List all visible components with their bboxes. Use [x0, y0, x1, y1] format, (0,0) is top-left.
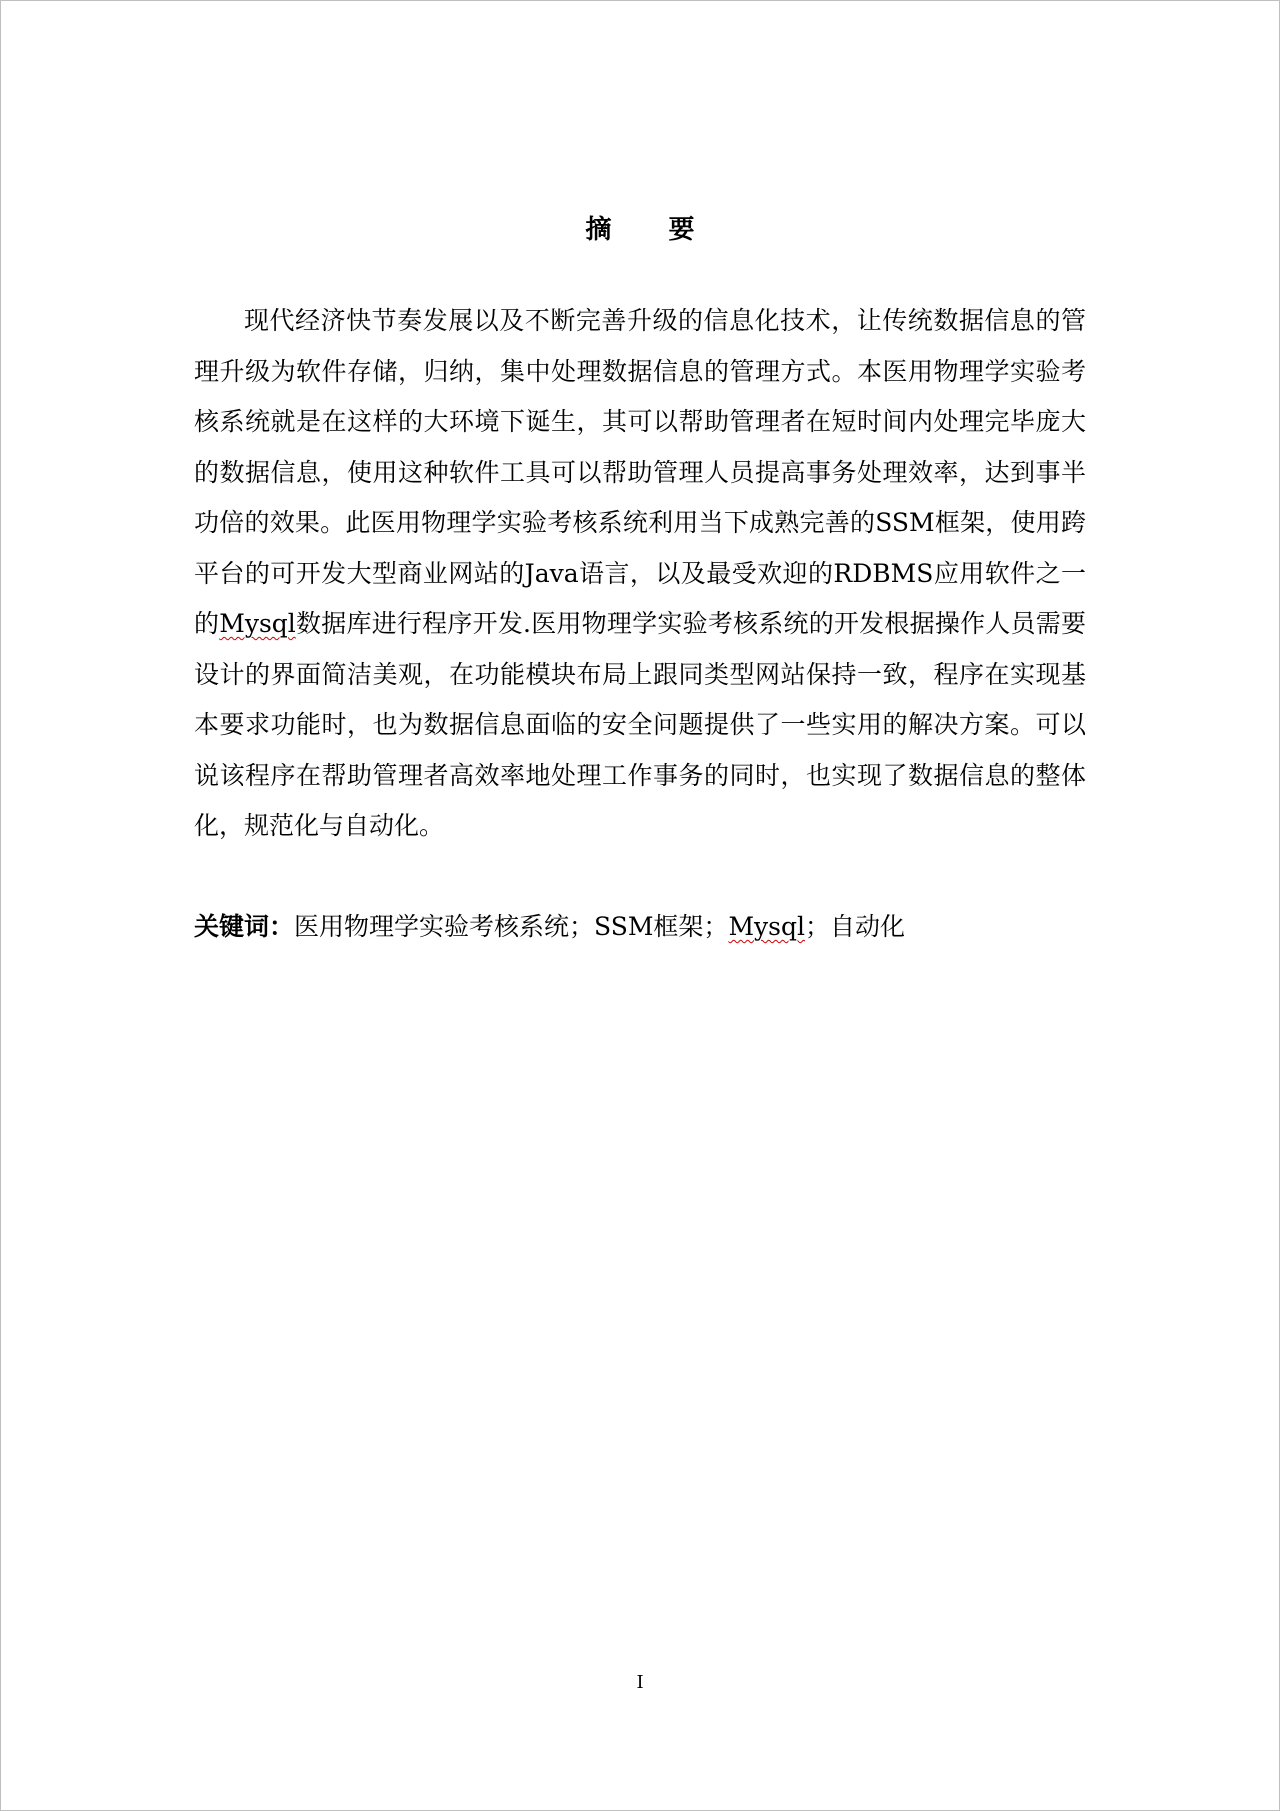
- spellcheck-word-mysql: Mysql: [219, 609, 296, 638]
- keywords-text-part2: ；自动化: [805, 912, 906, 941]
- abstract-title: 摘 要: [585, 215, 719, 245]
- keywords-label: 关键词：: [194, 912, 295, 941]
- abstract-text-part2: 数据库进行程序开发.医用物理学实验考核系统的开发根据操作人员需要设计的界面简洁美观，在功能模块布局上跟同类型网站保持一致，程序在实现基本要求功能时，也为数据信息面临的安全问题提供了一些实用的解决方案。可以说该程序在帮助管理者高效率地处理工作事务的同时，也实现了数据信息的整体化，规范化与自动化。: [194, 609, 1086, 840]
- keywords-text-part1: 医用物理学实验考核系统；SSM框架；: [294, 912, 729, 941]
- page-number: I: [636, 1672, 644, 1693]
- keywords-line: [194, 902, 1086, 952]
- keyword-mysql: Mysql: [728, 912, 805, 941]
- abstract-body: [194, 296, 1086, 852]
- abstract-text-part1: 现代经济快节奏发展以及不断完善升级的信息化技术，让传统数据信息的管理升级为软件存储，归纳，集中处理数据信息的管理方式。本医用物理学实验考核系统就是在这样的大环境下诞生，其可以帮助管理者在短时间内处理完毕庞大的数据信息，使用这种软件工具可以帮助管理人员提高事务处理效率，达到事半功倍的效果。此医用物理学实验考核系统利用当下成熟完善的SSM框架，使用跨平台的可开发大型商业网站的Java语言，以及最受欢迎的RDBMS应用软件之一的: [194, 306, 1086, 638]
